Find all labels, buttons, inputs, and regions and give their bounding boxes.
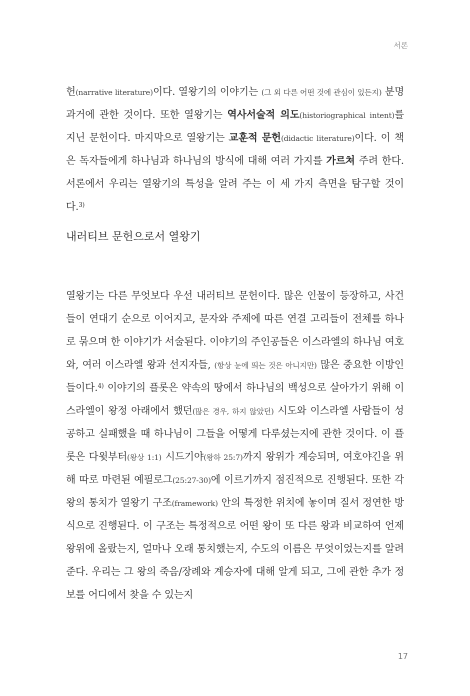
text: 시도와 이스라엘 사람들이 성공하고 실패했을 때 하나님이 그들을 어떻게 다루셨는지에 관한 것이다. 이 플롯은 다윗부터 xyxy=(66,406,404,463)
text: 헌 xyxy=(66,87,76,98)
text: 까지 왕위가 계승되며, 여호야긴을 위해 따로 마련된 예필로그 xyxy=(66,452,404,486)
aside: (항상 눈에 띄는 것은 아니지만) xyxy=(214,361,317,370)
page-number: 17 xyxy=(397,652,408,661)
paragraph-intro xyxy=(66,81,404,219)
paragraph-narrative xyxy=(66,285,404,607)
text: 안의 특정한 위치에 놓이며 질서 정연한 방식으로 진행된다. 이 구조는 특정적으로 어떤 왕이 또 다른 왕과 비교하여 언제 왕위에 올랐는지, 얼마나 오래 통치했는지, 수도의 이름은 무엇이었는지를 알려 준다. 우리는 그 왕의 죽음/장례와 계승자에 대해 알게 되고, 그에 관한 추가 정보를 어디에서 찾을 수 있는지 xyxy=(66,498,404,601)
bold-term: 가르쳐 xyxy=(326,156,355,167)
section-heading: 내러티브 문헌으로서 열왕기 xyxy=(66,230,201,243)
citation: (왕상 1:1) xyxy=(127,453,162,462)
text: 많은 중요한 이방인들이다. xyxy=(66,360,404,394)
text: 시드기야 xyxy=(161,452,204,463)
running-header: 서론 xyxy=(393,41,408,50)
text: 주려 한다. 서론에서 우리는 열왕기의 특성을 알려 주는 이 세 가지 측면을 탐구할 것이다. xyxy=(66,156,404,213)
bold-term: 교훈적 문헌 xyxy=(228,133,281,144)
bold-term: 역사서술적 의도 xyxy=(227,110,300,121)
aside: (그 외 다른 어떤 것에 관심이 있든지) xyxy=(261,88,382,97)
gloss: (narrative literature) xyxy=(75,88,153,97)
text: 를 지닌 문헌이다. 마지막으로 열왕기는 xyxy=(66,110,404,144)
text: 이다. 열왕기의 이야기는 xyxy=(152,87,262,98)
citation: (25:27-30) xyxy=(172,476,211,485)
text: 이다. 이 책은 독자들에게 하나님과 하나님의 방식에 대해 여러 가지를 xyxy=(66,133,404,167)
gloss: (framework) xyxy=(171,499,218,508)
text: 분명 과거에 관한 것이다. 또한 열왕기는 xyxy=(66,87,405,121)
text: 이야기의 플롯은 약속의 땅에서 하나님의 백성으로 살아가기 위해 이스라엘이 왕정 아래에서 했던 xyxy=(66,383,404,417)
gloss: (historiographical intent) xyxy=(299,111,395,120)
footnote-ref[interactable]: 4) xyxy=(97,383,104,390)
aside: (많은 경우, 하지 않았던) xyxy=(192,407,274,416)
gloss: (didactic literature) xyxy=(280,134,355,143)
footnote-ref[interactable]: 3) xyxy=(78,202,85,209)
text: 에 이르기까지 점진적으로 진행된다. 또한 각 왕의 통치가 열왕기 구조 xyxy=(66,475,404,509)
citation: (왕하 25:7) xyxy=(203,453,243,462)
text: 열왕기는 다른 무엇보다 우선 내러티브 문헌이다. 많은 인물이 등장하고, 사건들이 연대기 순으로 이어지고, 문자와 주제에 따른 연결 고리들이 전체를 하나로 묶으며 한 이야기가 서술된다. 이야기의 주인공들은 이스라엘의 하나님 여호와, 여러 이스라엘 왕과 선지자들, xyxy=(66,291,404,371)
